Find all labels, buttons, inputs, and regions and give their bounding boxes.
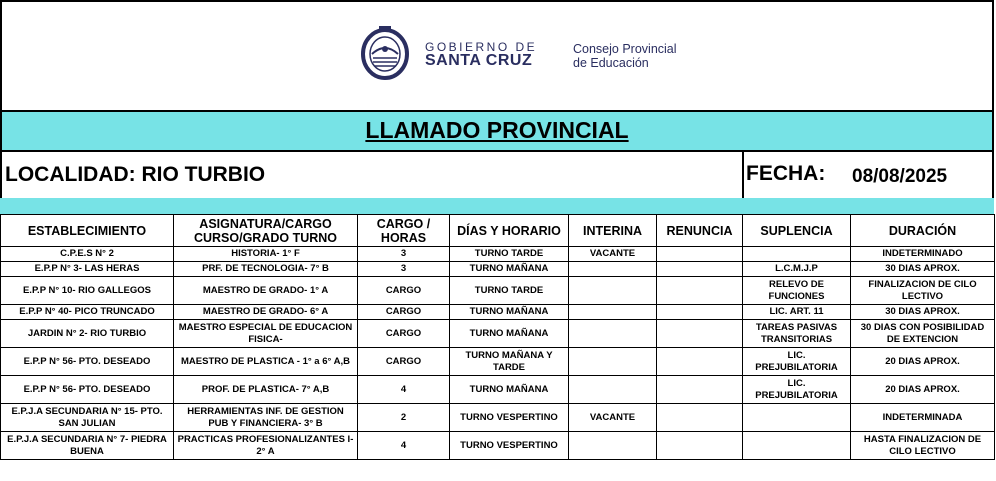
renuncia-cell [657,432,743,460]
dias-cell: TURNO MAÑANA [450,376,569,404]
duracion-cell: HASTA FINALIZACION DE CILO LECTIVO [851,432,995,460]
duracion-cell: INDETERMINADA [851,404,995,432]
renuncia-cell [657,404,743,432]
renuncia-cell [657,247,743,262]
dias-cell: TURNO VESPERTINO [450,432,569,460]
establecimiento-cell: E.P.J.A SECUNDARIA N° 7- PIEDRA BUENA [1,432,174,460]
column-header: INTERINA [569,215,657,247]
government-logo [357,24,697,84]
asignatura-cell: PROF. DE PLASTICA- 7° A,B [174,376,358,404]
renuncia-cell [657,376,743,404]
table-row [1,305,995,320]
thin-band [0,198,994,214]
dias-cell: TURNO TARDE [450,277,569,305]
asignatura-cell: MAESTRO DE GRADO- 6° A [174,305,358,320]
interina-cell: VACANTE [569,404,657,432]
column-header: ASIGNATURA/CARGO CURSO/GRADO TURNO [174,215,358,247]
suplencia-cell: LIC. PREJUBILATORIA [743,348,851,376]
horas-cell: CARGO [358,277,450,305]
fecha-value: 08/08/2025 [852,166,948,187]
gov-line2: SANTA CRUZ [425,52,533,69]
dias-cell: TURNO TARDE [450,247,569,262]
asignatura-cell: MAESTRO ESPECIAL DE EDUCACION FISICA- [174,320,358,348]
column-header: RENUNCIA [657,215,743,247]
asignatura-cell: MAESTRO DE GRADO- 1° A [174,277,358,305]
column-header: DURACIÓN [851,215,995,247]
interina-cell [569,432,657,460]
horas-cell: 4 [358,432,450,460]
dias-cell: TURNO MAÑANA [450,262,569,277]
table-row [1,277,995,305]
establecimiento-cell: E.P.P N° 40- PICO TRUNCADO [1,305,174,320]
duracion-cell: 20 DIAS APROX. [851,376,995,404]
interina-cell [569,262,657,277]
provincial-seal-icon [357,24,413,80]
interina-cell [569,348,657,376]
table-header-row [1,215,995,247]
asignatura-cell: HERRAMIENTAS INF. DE GESTION PUB Y FINANCIERA- 3° B [174,404,358,432]
asignatura-cell: PRF. DE TECNOLOGIA- 7° B [174,262,358,277]
duracion-cell: 30 DIAS APROX. [851,262,995,277]
horas-cell: CARGO [358,320,450,348]
asignatura-cell: HISTORIA- 1° F [174,247,358,262]
renuncia-cell [657,305,743,320]
establecimiento-cell: E.P.P N° 56- PTO. DESEADO [1,376,174,404]
consejo-line1: Consejo Provincial [573,42,677,56]
duracion-cell: INDETERMINADO [851,247,995,262]
header-box [0,0,994,110]
suplencia-cell [743,432,851,460]
vacancy-table [0,214,995,460]
page-title: LLAMADO PROVINCIAL [365,117,629,143]
duracion-cell: 30 DIAS CON POSIBILIDAD DE EXTENCION [851,320,995,348]
establecimiento-cell: E.P.J.A SECUNDARIA N° 15- PTO. SAN JULIAN [1,404,174,432]
gov-line1: GOBIERNO DE [425,40,538,54]
horas-cell: CARGO [358,348,450,376]
dias-cell: TURNO MAÑANA Y TARDE [450,348,569,376]
suplencia-cell: L.C.M.J.P [743,262,851,277]
table-row [1,262,995,277]
table-row [1,376,995,404]
dias-cell: TURNO VESPERTINO [450,404,569,432]
column-header: DÍAS Y HORARIO [450,215,569,247]
horas-cell: CARGO [358,305,450,320]
column-header: SUPLENCIA [743,215,851,247]
establecimiento-cell: E.P.P N° 56- PTO. DESEADO [1,348,174,376]
establecimiento-cell: JARDIN N° 2- RIO TURBIO [1,320,174,348]
renuncia-cell [657,262,743,277]
horas-cell: 3 [358,247,450,262]
asignatura-cell: MAESTRO DE PLASTICA - 1° a 6° A,B [174,348,358,376]
duracion-cell: 20 DIAS APROX. [851,348,995,376]
table-row [1,247,995,262]
fecha-label: FECHA: [746,162,826,185]
duracion-cell: FINALIZACION DE CILO LECTIVO [851,277,995,305]
horas-cell: 4 [358,376,450,404]
title-band [0,110,994,152]
horas-cell: 2 [358,404,450,432]
interina-cell [569,277,657,305]
table-row [1,404,995,432]
duracion-cell: 30 DIAS APROX. [851,305,995,320]
suplencia-cell: RELEVO DE FUNCIONES [743,277,851,305]
dias-cell: TURNO MAÑANA [450,305,569,320]
suplencia-cell [743,404,851,432]
interina-cell [569,305,657,320]
dias-cell: TURNO MAÑANA [450,320,569,348]
establecimiento-cell: E.P.P N° 10- RIO GALLEGOS [1,277,174,305]
renuncia-cell [657,320,743,348]
asignatura-cell: PRACTICAS PROFESIONALIZANTES I- 2° A [174,432,358,460]
establecimiento-cell: E.P.P N° 3- LAS HERAS [1,262,174,277]
horas-cell: 3 [358,262,450,277]
interina-cell: VACANTE [569,247,657,262]
suplencia-cell: LIC. ART. 11 [743,305,851,320]
column-header: ESTABLECIMIENTO [1,215,174,247]
suplencia-cell: TAREAS PASIVAS TRANSITORIAS [743,320,851,348]
suplencia-cell [743,247,851,262]
consejo-line2: de Educación [573,56,649,70]
renuncia-cell [657,348,743,376]
renuncia-cell [657,277,743,305]
table-row [1,432,995,460]
interina-cell [569,376,657,404]
localidad-row [0,150,994,200]
suplencia-cell: LIC. PREJUBILATORIA [743,376,851,404]
column-header: CARGO / HORAS [358,215,450,247]
interina-cell [569,320,657,348]
establecimiento-cell: C.P.E.S N° 2 [1,247,174,262]
localidad-divider [742,152,744,198]
localidad-label: LOCALIDAD: RIO TURBIO [5,163,266,186]
table-row [1,320,995,348]
table-row [1,348,995,376]
